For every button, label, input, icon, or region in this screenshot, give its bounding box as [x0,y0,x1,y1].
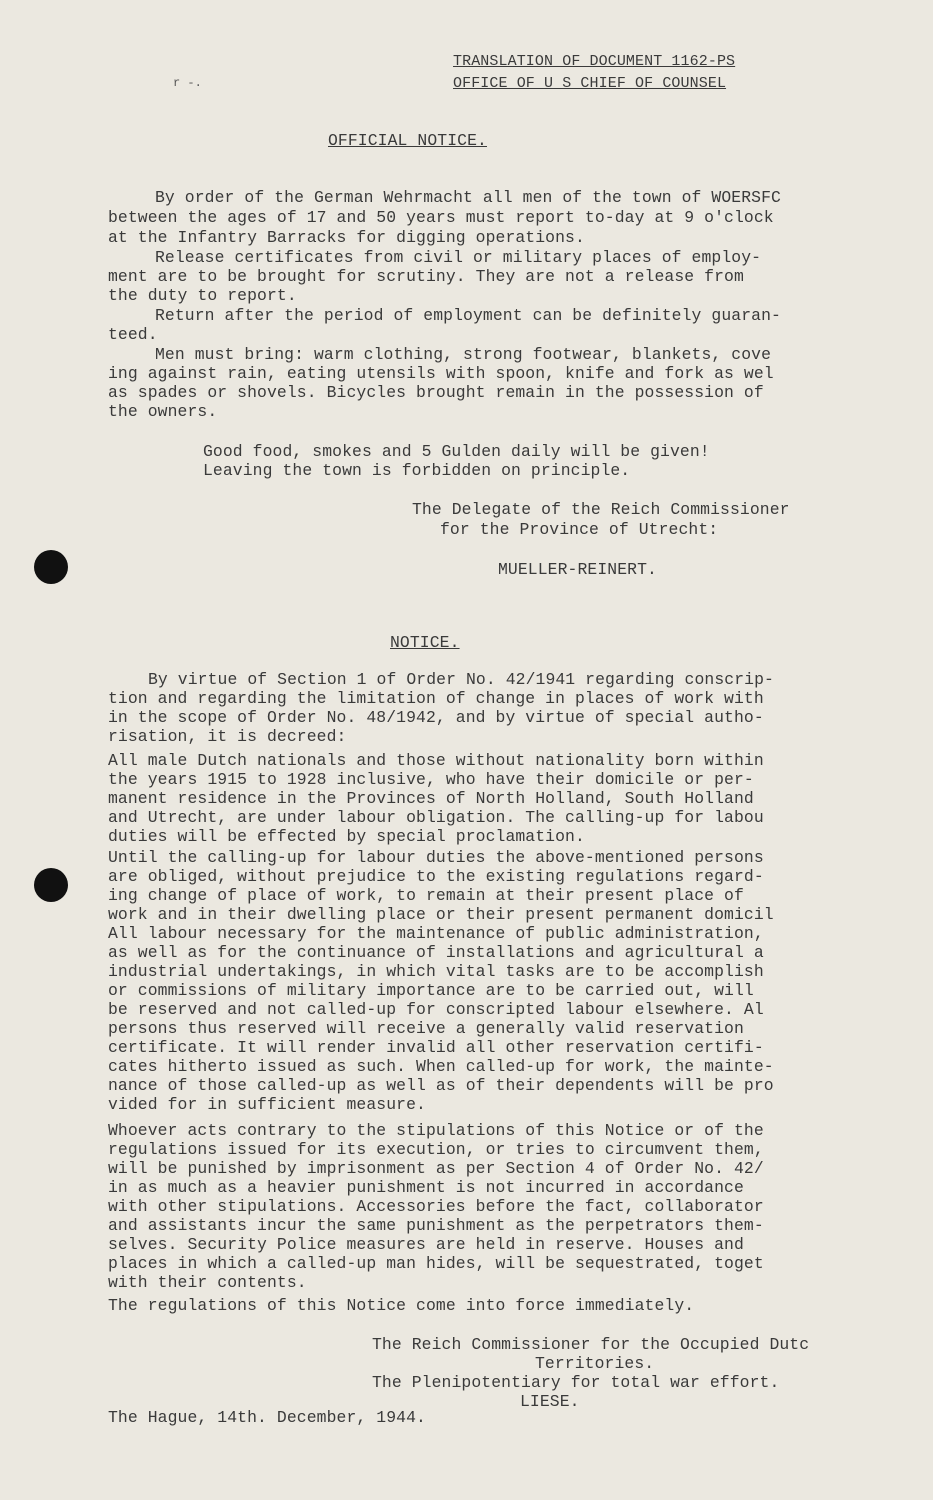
notice2-line: ing change of place of work, to remain at their present place of [108,886,744,905]
notice1-line: between the ages of 17 and 50 years must report to-day at 9 o'clock [108,208,774,227]
notice2-line: All male Dutch nationals and those without nationality born within [108,751,764,770]
notice1-line: Release certificates from civil or military places of employ- [155,248,762,267]
notice2-line: manent residence in the Provinces of North Holland, South Holland [108,789,754,808]
notice2-signature-line: The Plenipotentiary for total war effort. [372,1373,780,1392]
notice2-line: nance of those called-up as well as of their dependents will be pro [108,1076,774,1095]
notice2-line: or commissions of military importance are to be carried out, will [108,981,754,1000]
header-line-1: TRANSLATION OF DOCUMENT 1162-PS [453,53,736,70]
notice2-line: cates hitherto issued as such. When called-up for work, the mainte- [108,1057,774,1076]
notice2-line: tion and regarding the limitation of change in places of work with [108,689,764,708]
notice2-line: be reserved and not called-up for conscripted labour elsewhere. Al [108,1000,764,1019]
notice2-line: Until the calling-up for labour duties the above-mentioned persons [108,848,764,867]
notice2-line: with other stipulations. Accessories before the fact, collaborator [108,1197,764,1216]
notice1-line: Return after the period of employment can be definitely guaran- [155,306,781,325]
notice2-line: will be punished by imprisonment as per Section 4 of Order No. 42/ [108,1159,764,1178]
notice2-line: certificate. It will render invalid all other reservation certifi- [108,1038,764,1057]
notice1-line: the duty to report. [108,286,297,305]
punch-hole-bottom [34,868,68,902]
notice2-line: as well as for the continuance of installations and agricultural a [108,943,764,962]
notice1-line: at the Infantry Barracks for digging operations. [108,228,585,247]
notice2-line: in the scope of Order No. 48/1942, and by virtue of special autho- [108,708,764,727]
notice1-title: OFFICIAL NOTICE. [328,131,487,150]
notice2-line: and assistants incur the same punishment as the perpetrators them- [108,1216,764,1235]
notice2-line: vided for in sufficient measure. [108,1095,426,1114]
notice1-line: as spades or shovels. Bicycles brought remain in the possession of [108,383,764,402]
notice1-signature-line: for the Province of Utrecht: [440,520,719,539]
notice2-line: duties will be effected by special proclamation. [108,827,585,846]
notice2-line: All labour necessary for the maintenance of public administration, [108,924,764,943]
notice2-line: regulations issued for its execution, or tries to circumvent them, [108,1140,764,1159]
notice2-line: places in which a called-up man hides, will be sequestrated, toget [108,1254,764,1273]
punch-hole-top [34,550,68,584]
notice2-signature-line: Territories. [535,1354,655,1373]
notice1-line: ing against rain, eating utensils with spoon, knife and fork as wel [108,364,774,383]
notice2-title: NOTICE. [390,633,460,652]
notice2-line: selves. Security Police measures are held in reserve. Houses and [108,1235,744,1254]
provisions-line: Good food, smokes and 5 Gulden daily will be given! [203,442,710,461]
notice2-line: persons thus reserved will receive a generally valid reservation [108,1019,744,1038]
notice1-signatory: MUELLER-REINERT. [498,560,657,579]
notice2-line: work and in their dwelling place or their present permanent domicil [108,905,774,924]
notice2-line: The regulations of this Notice come into force immediately. [108,1296,695,1315]
notice2-line: are obliged, without prejudice to the existing regulations regard- [108,867,764,886]
notice2-line: industrial undertakings, in which vital tasks are to be accomplish [108,962,764,981]
notice2-line: and Utrecht, are under labour obligation. The calling-up for labou [108,808,764,827]
notice2-line: Whoever acts contrary to the stipulations of this Notice or of the [108,1121,764,1140]
notice1-line: By order of the German Wehrmacht all men of the town of WOERSFC [155,188,781,207]
stray-mark: r -. [173,76,202,90]
notice1-signature-line: The Delegate of the Reich Commissioner [412,500,790,519]
notice2-line: risation, it is decreed: [108,727,347,746]
date-line: The Hague, 14th. December, 1944. [108,1408,426,1427]
notice1-line: the owners. [108,402,218,421]
notice2-line: the years 1915 to 1928 inclusive, who have their domicile or per- [108,770,754,789]
notice1-line: ment are to be brought for scrutiny. They are not a release from [108,267,744,286]
header-line-2: OFFICE OF U S CHIEF OF COUNSEL [453,75,727,92]
notice2-line: By virtue of Section 1 of Order No. 42/1941 regarding conscrip- [148,670,774,689]
notice2-signatory: LIESE. [520,1392,580,1411]
notice2-line: with their contents. [108,1273,307,1292]
provisions-line: Leaving the town is forbidden on principle. [203,461,631,480]
notice2-line: in as much as a heavier punishment is not incurred in accordance [108,1178,744,1197]
notice1-line: teed. [108,325,158,344]
notice1-line: Men must bring: warm clothing, strong footwear, blankets, cove [155,345,772,364]
notice2-signature-line: The Reich Commissioner for the Occupied Dutc [372,1335,810,1354]
